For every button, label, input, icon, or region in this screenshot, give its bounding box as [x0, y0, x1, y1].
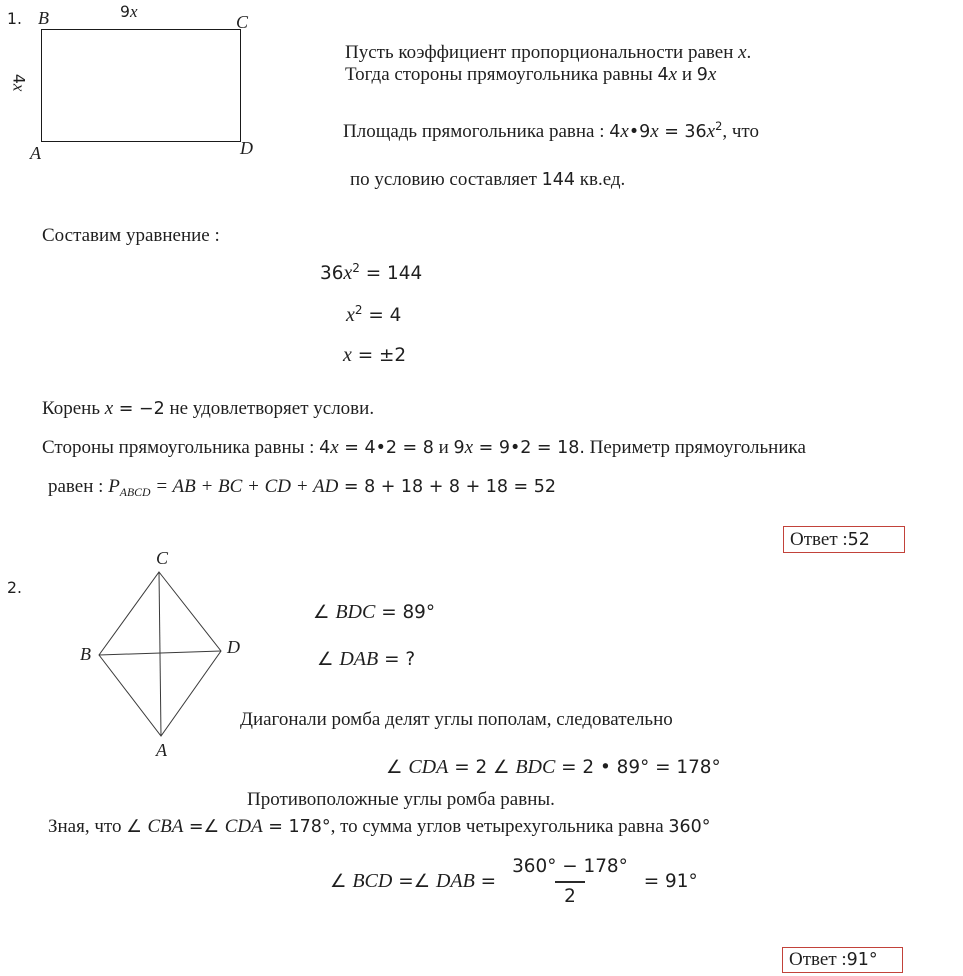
fraction-numerator: 360° − 178°	[512, 855, 628, 877]
rect-side-label-top: 9x	[120, 2, 138, 21]
p2-final-equation-fraction	[503, 854, 637, 909]
problem-1-number: 1.	[7, 9, 22, 28]
p2-opposite-line: Противоположные углы ромба равны.	[247, 789, 555, 810]
rect-vertex-label-c: C	[236, 12, 249, 32]
p1-perimeter-line: равен : $P_{ABCD}$ = AB + BC + CD + AD = 8 + 18 + 8 + 18 = 52	[48, 476, 556, 500]
rectangle-diagram	[41, 29, 241, 142]
rhombus-diagram	[88, 558, 228, 743]
rhombus-vertex-label-d: D	[227, 637, 240, 657]
p1-equation-1: $36x^2 = 144$	[320, 261, 423, 285]
p1-answer-box: Ответ : 52	[783, 526, 905, 553]
p2-final-equation	[330, 855, 698, 907]
rhombus-diagonal-ca	[159, 572, 161, 736]
p2-sum-line: Зная, что ∠ CBA =∠ CDA = 178°, то сумма углов четырехугольника равна 360°	[48, 816, 711, 837]
p1-equation-3: x = ±2	[343, 344, 407, 366]
p1-root-note: Корень x = −2 не удовлетворяет услови.	[42, 398, 375, 419]
rect-vertex-label-b: B	[38, 8, 49, 28]
rect-side-label-left: 4x	[9, 73, 29, 92]
problem-2-number: 2.	[7, 578, 22, 597]
p1-given-line-1: Пусть коэффициент пропорциональности равен x.	[345, 42, 752, 63]
rhombus-vertex-label-c: C	[156, 548, 169, 568]
p1-equation-intro: Составим уравнение :	[42, 225, 220, 246]
rect-vertex-label-d: D	[240, 138, 253, 158]
p1-equation-2: $x^2 = 4$	[346, 303, 402, 327]
fraction-denominator: 2	[555, 881, 585, 909]
rect-vertex-label-a: A	[30, 143, 41, 163]
p1-area-line-2: по условию составляет 144 кв.ед.	[350, 169, 626, 190]
rhombus-vertex-label-a: A	[156, 740, 167, 760]
p1-area-line-1: Площадь прямогольника равна : 4x•9x = $36x^2$, что	[343, 119, 759, 142]
rhombus-vertex-label-b: B	[80, 644, 91, 664]
p2-final-equation-prefix: ∠ BCD =∠ DAB =	[330, 869, 497, 892]
p2-find-angle: ∠ DAB = ?	[317, 648, 416, 670]
p2-final-equation-suffix: = 91°	[643, 870, 698, 892]
p1-sides-line: Стороны прямоугольника равны : 4x = 4•2 = 8 и 9x = 9•2 = 18. Периметр прямоугольника	[42, 437, 806, 458]
p1-given-line-2: Тогда стороны прямоугольника равны 4x и 9x	[345, 64, 717, 85]
p2-angle-equation: ∠ CDA = 2 ∠ BDC = 2 • 89° = 178°	[386, 756, 721, 778]
p2-given-angle: ∠ BDC = 89°	[313, 601, 436, 623]
p2-answer-box: Ответ : 91°	[782, 947, 903, 973]
p2-property-line: Диагонали ромба делят углы пополам, следовательно	[240, 709, 673, 730]
